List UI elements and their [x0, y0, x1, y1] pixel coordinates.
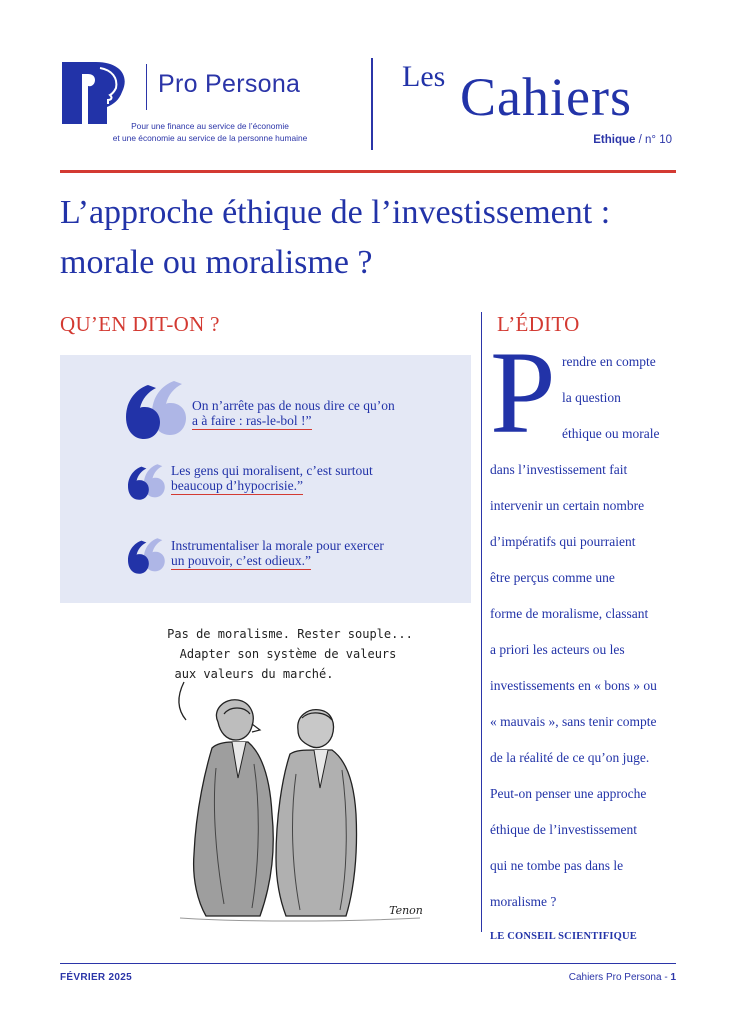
footer-date: FÉVRIER 2025	[60, 972, 132, 983]
editorial-line: intervenir un certain nombre	[490, 498, 645, 513]
cartoon-signature: Tenon	[389, 904, 423, 917]
editorial-dropcap: P	[490, 327, 556, 458]
quote-text-line: beaucoup d’hypocrisie.”	[171, 478, 303, 493]
quotes-box	[60, 355, 471, 603]
series-cahiers: Cahiers	[460, 67, 632, 127]
brand-divider	[146, 64, 147, 110]
quote-text-line: Les gens qui moralisent, c’est surtout	[171, 463, 373, 478]
editorial-line: d’impératifs qui pourraient	[490, 534, 636, 549]
editorial-line: être perçus comme une	[490, 570, 615, 585]
issue-topic: Ethique	[593, 134, 636, 146]
section-heading-edito: L’ÉDITO	[497, 312, 580, 336]
page-title	[60, 188, 676, 288]
title-line: L’approche éthique de l’investissement :	[60, 194, 611, 231]
quote-mark-icon	[126, 537, 168, 575]
editorial-line: dans l’investissement fait	[490, 462, 628, 477]
cartoon-figure	[194, 700, 274, 916]
editorial-line: forme de moralisme, classant	[490, 606, 649, 621]
editorial-line: la question	[562, 390, 621, 405]
quote-mark-icon	[126, 463, 168, 501]
editorial-line: « mauvais », sans tenir compte	[490, 714, 657, 729]
series-les: Les	[402, 60, 446, 93]
editorial-line: a priori les acteurs ou les	[490, 642, 625, 657]
footer-rule	[60, 963, 676, 964]
cartoon-caption-line: aux valeurs du marché.	[174, 667, 334, 681]
column-divider	[481, 312, 482, 932]
editorial-signature: LE CONSEIL SCIENTIFIQUE	[490, 931, 637, 942]
editorial-line: moralisme ?	[490, 894, 557, 909]
issue-number: / n° 10	[638, 134, 672, 146]
header-red-rule	[60, 170, 676, 173]
brand-name: Pro Persona	[158, 70, 301, 98]
section-heading-quen-dit-on: QU’EN DIT-ON ?	[60, 312, 220, 336]
quote-text-line: Instrumentaliser la morale pour exercer	[171, 538, 384, 553]
quote-mark-icon	[124, 379, 190, 441]
editorial-line: éthique de l’investissement	[490, 822, 637, 837]
quote-text-line: On n’arrête pas de nous dire ce qu’on	[192, 398, 395, 413]
tagline-line: Pour une finance au service de l’économie	[131, 121, 289, 131]
editorial-line: rendre en compte	[562, 354, 656, 369]
cartoon-illustration	[120, 618, 450, 930]
quote-text-line: a à faire : ras-le-bol !”	[192, 413, 312, 428]
editorial-line: investissements en « bons » ou	[490, 678, 657, 693]
footer-publication	[569, 972, 676, 983]
cartoon-caption-line: Pas de moralisme. Rester souple...	[167, 627, 413, 641]
tagline-line: et une économie au service de la personne humaine	[112, 133, 308, 143]
cartoon-caption-line: Adapter son système de valeurs	[179, 647, 397, 661]
cartoon-figure	[276, 710, 357, 916]
quote-text-line: un pouvoir, c’est odieux.”	[171, 553, 312, 568]
page-number: 1	[670, 972, 676, 983]
title-line: morale ou moralisme ?	[60, 244, 373, 281]
editorial-line: qui ne tombe pas dans le	[490, 858, 624, 873]
pro-persona-logo-icon	[62, 62, 130, 124]
footer-publication-name: Cahiers Pro Persona -	[568, 972, 668, 983]
brand-tagline	[72, 120, 348, 144]
editorial-line: éthique ou morale	[562, 426, 660, 441]
header-divider	[371, 58, 373, 150]
issue-label	[593, 134, 672, 146]
editorial-line: de la réalité de ce qu’on juge.	[490, 750, 650, 765]
editorial-line: Peut-on penser une approche	[490, 786, 647, 801]
